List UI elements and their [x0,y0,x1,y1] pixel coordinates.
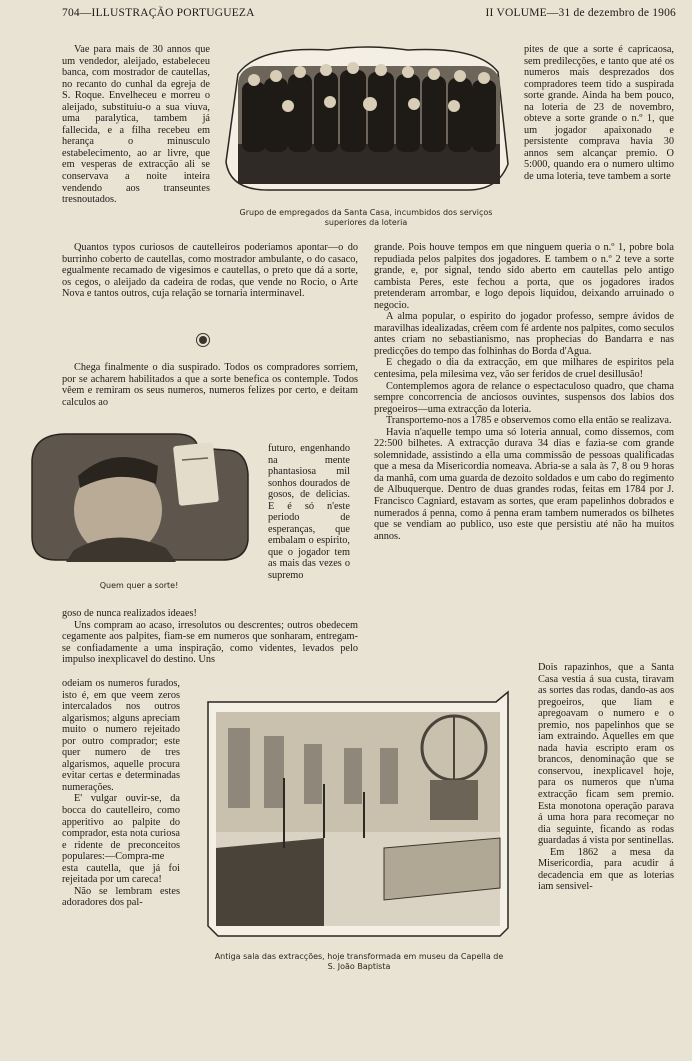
group-photo-caption: Grupo de empregados da Santa Casa, incumbidos dos serviços superiores da loteria [239,208,493,227]
hall-photo [204,688,512,940]
paragraph: odeiam os numeros furados, isto é, em que veem zeros intercalados nos outros algarismos; alguns apreciam muito o numero rejeitado por outro comprador; este quer numero de tres algarismos, aquelle procura evitar certas e determinadas numerações. [62,678,180,793]
right-column-wide [374,242,674,542]
paragraph: Transportemo-nos a 1785 e observemos como ella então se realizava. [386,415,672,427]
left-column-mid [62,362,358,408]
paragraph: Chega finalmente o dia suspirado. Todos os compradores sorriem, por se acharem habilitados a que a sorte benefica os contemple. Todos vêem e remiram os seus numeros, numeros felizes por certo, e deitam calculos ao [62,362,358,408]
left-column-top [62,44,210,206]
paragraph: Quantos typos curiosos de cautelleiros poderiamos apontar—o do burrinho coberto de cautellas, como mostrador ambulante, o do casaco, egualmente recamado de vigesimos e cautellas, o preto que dá a sorte, os cegos, o aleijado da cadeira de rodas, que vende no Rocio, o Arte Nova e tantos outros, cuja relação se tornaria interminavel. [62,242,358,300]
header-right: II VOLUME—31 de dezembro de 1906 [485,7,676,19]
paragraph: goso de nunca realizados ideaes! [62,608,197,619]
header-left: 704—ILLUSTRAÇÃO PORTUGUEZA [62,7,255,19]
paragraph: Não se lembram estes adoradores dos pal- [62,885,180,909]
paragraph: Em 1862 a mesa da Misericordia, para acudir á decadencia em que as loterias iam sensivel- [538,846,674,893]
page-header [62,7,676,23]
left-column-lower [62,608,358,666]
paragraph: Uns compram ao acaso, irresolutos ou descrentes; outros obedecem cegamente aos palpites, fiam-se em numeros que sonharam, entregam-se confiadamente a uma inspiração, como videntes, levados pelo impulso inexplicavel do destino. Uns [62,619,358,666]
left-column-beside-boy [268,443,350,582]
paragraph: Dois rapazinhos, que a Santa Casa vestia á sua custa, tiravam as sortes das rodas, dando-as aos pregoeiros, que liam e apregoavam o numero e o premio, nos papelinhos que se iam extraindo. Aquelles em que nada havia escripto eram os brancos, denominação que se conservou, inexplicavel hoje, para os numeros que n'uma extracção ficam sem premio. Esta monotona operação parava á uma hora para recomeçar no dia seguinte, ficando as rodas guardadas á vista por sentinellas. [538,662,674,847]
paragraph: futuro, engenhando na mente phantasiosa mil sonhos dourados de gosos, de delicias. E é só n'este periodo de esperanças, que embalam o espirito, que o jogador tem as mais das vezes o supremo [268,443,350,582]
paragraph: A alma popular, o espirito do jogador professo, sempre ávidos de maravilhas idealizadas, crêem com fé ardente nos palpites, como seculos antes criam no sebastianismo, nas prophecias do Bandarra e nas predicções do tempo das folhinhas do Borda d'Agua. [374,311,674,357]
left-column-bottom [62,678,180,909]
paragraph: Vae para mais de 30 annos que um vendedor, aleijado, estabeleceu banca, com mostrador de cautellas, no recanto do cunhal da egreja de S. Roque. Envelheceu e morreu o aleijado, substituiu-o a sua viuva, uma paralytica, tambem já fallecida, e a filha recebeu em herança o minusculo estabelecimento, ao ar livre, que em vesperas de extracção ali se conservava a noite inteira vendendo aos transeuntes tresnoutados. [62,44,210,206]
paragraph: pites de que a sorte é capricaosa, sem predilecções, e tanto que até os numeros mais desprezados dos compradores teem tido a suspirada sorte grande. Ainda ha bem pouco, na loteria de 23 de novembro, obteve a sorte grande o n.º 1, que um jogador apaixonado e persistente comprava havia 30 annos sem alcançar premio. O 5:000, quando era o numero ultimo de uma loteria, teve tambem a sorte [524,44,674,183]
paragraph: Contemplemos agora de relance o espectaculoso quadro, que chama sempre concorrencia de anciosos ouvintes, suspensos dos labios dos pregoeiros—uma extracção da loteria. [374,380,674,415]
boy-photo [26,430,252,564]
group-photo [218,44,514,192]
left-column-wide [62,242,358,300]
hall-photo-caption: Antiga sala das extracções, hoje transformada em museu da Capella de S. João Baptista [214,952,504,971]
boy-photo-caption: Quem quer a sorte! [99,581,179,590]
right-column-top [524,44,674,183]
paragraph: grande. Pois houve tempos em que ninguem queria o n.º 1, pobre bola repudiada pelos palpites dos jogadores. E tambem o n.º 2 teve a sorte grande, e, por signal, tendo sido aberto em cautellas pelo antigo cambista Peres, este fechou a porta, que os jogadores irados pretenderam arrombar, e logo depois liquidou, deixando arruinado o negocio. [374,242,674,311]
paragraph: E' vulgar ouvir-se, da bocca do cautelleiro, como apperitivo ao palpite do comprador, esta nota curiosa e ridente de preconceitos populares:—Compra-me esta cautella, que já foi rejeitada por um careca! [62,793,180,886]
right-column-beside-hall [538,662,674,893]
paragraph: Havia n'aquelle tempo uma só loteria annual, como dissemos, com 22:500 bilhetes. A extracção durava 34 dias e fazia-se com grande solemnidade, assistindo a ella uma commissão de pessoas qualificadas que a mesa da Misericordia nomeava. Abria-se a sala às 7, 8 ou 9 horas da manhã, com uma guarda de dezoito soldados e um cabo do regimento de Albuquerque. Dentro de duas grandes rodas, feitas em 1784 por J. Francisco Cagniard, estavam as sortes, que eram papelinhos dobrados e numerados á penna, como á penna eram tambem numerados os bilhetes que se vendiam ao publico, uso este que persistiu até não ha muitos annos. [374,426,674,542]
paragraph: E chegado o dia da extracção, em que milhares de espiritos pela centesima, pela milesima vez, vão ser feridos de cruel desillusão! [374,357,674,381]
section-ornament [199,336,207,344]
